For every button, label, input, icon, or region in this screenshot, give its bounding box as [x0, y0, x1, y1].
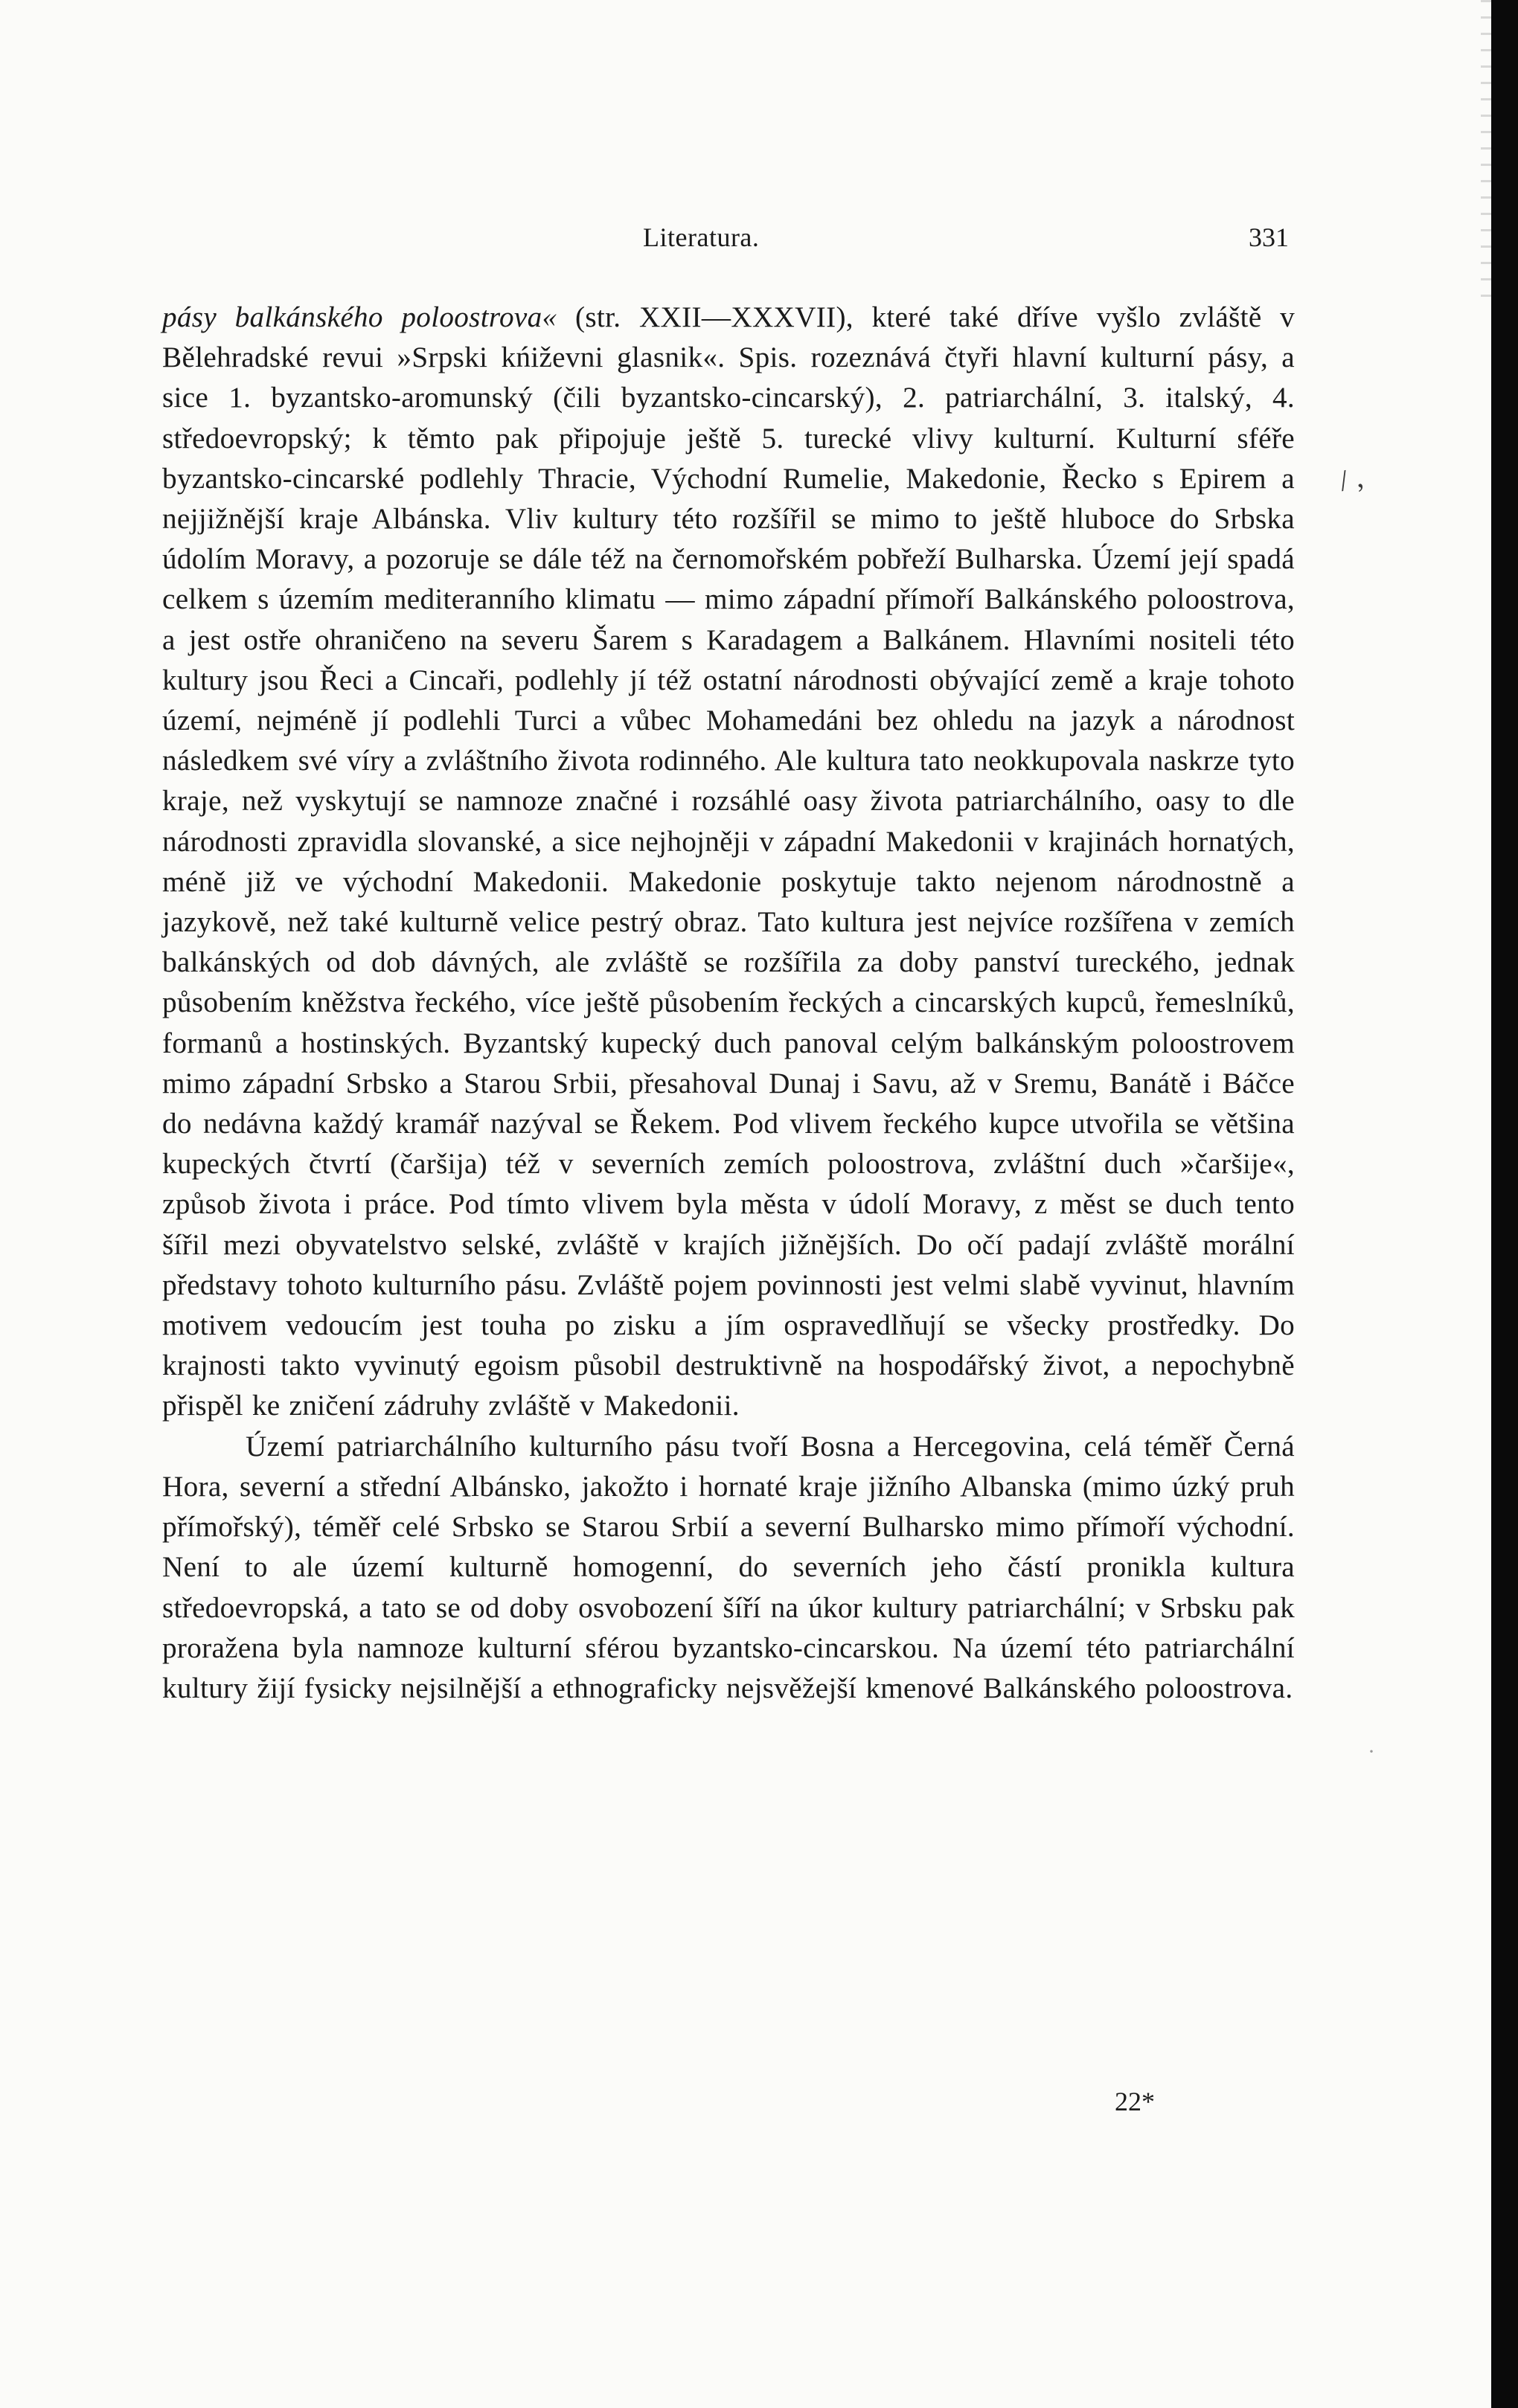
running-title: Literatura. [643, 222, 760, 252]
running-header [171, 222, 1289, 259]
margin-faint-mark: · [1368, 1739, 1375, 1764]
page-edge-shadow [1481, 0, 1491, 298]
signature-mark: 22* [1115, 2087, 1155, 2116]
cited-title: pásy balkánského poloostrova« [162, 301, 557, 333]
paragraph-1 [162, 298, 1295, 1427]
page-number: 331 [1249, 222, 1289, 252]
body-text [162, 298, 1295, 1709]
margin-pencil-mark: / , [1336, 460, 1366, 498]
paragraph-1-text: (str. XXII—XXXVII), které také dříve vyšlo zvláště v Bělehradské revui »Srpski kńiževni glasnik«. Spis. rozeznává čtyři hlavní kulturní pásy, a sice 1. byzantsko-aromunský (čili byzantsko-cincarský), 2. patriarchální, 3. italský, 4. středoevropský; k těmto pak připojuje ještě 5. turecké vlivy kulturní. Kulturní sféře byzantsko-cincarské podlehly Thracie, Východní Rumelie, Makedonie, Řecko s Epirem a nejjižnější kraje Albánska. Vliv kultury této rozšířil se mimo to ještě hluboce do Srbska údolím Moravy, a pozoruje se dále též na černomořském pobřeží Bulharska. Území její spadá celkem s územím mediteranního klimatu — mimo západní přímoří Balkánského poloostrova, a jest ostře ohraničeno na severu Šarem s Karadagem a Balkánem. Hlavními nositeli této kultury jsou Řeci a Cincaři, podlehly jí též ostatní národnosti obývající země a kraje tohoto území, nejméně jí podlehli Turci a vůbec Mohamedáni bez ohledu na jazyk a národnost následkem své víry a zvláštního života rodinného. Ale kultura tato neokkupovala naskrze tyto kraje, než vyskytují se namnoze značné i rozsáhlé oasy života patriarchálního, oasy to dle národnosti zpravidla slovanské, a sice nejhojněji v západní Makedonii v krajinách hornatých, méně již ve východní Makedonii. Makedonie poskytuje takto nejenom národnostně a jazykově, než také kulturně velice pestrý obraz. Tato kultura jest nejvíce rozšířena v zemích balkánských od dob dávných, ale zvláště se rozšířila za doby panství tureckého, jednak působením kněžstva řeckého, více ještě působením řeckých a cincarských kupců, řemeslníků, formanů a hostinských. Byzantský kupecký duch panoval celým balkánským poloostrovem mimo západní Srbsko a Starou Srbii, přesahoval Dunaj i Savu, až v Sremu, Banátě i Báčce do nedávna každý kramář nazýval se Řekem. Pod vlivem řeckého kupce utvořila se většina kupeckých čtvrtí (čaršija) též v severních zemích poloostrova, zvláštní duch »čaršije«, způsob života i práce. Pod tímto vlivem byla města v údolí Moravy, z měst se duch tento šířil mezi obyvatelstvo selské, zvláště v krajích jižnějších. Do očí padají zvláště morální představy tohoto kulturního pásu. Zvláště pojem povinnosti jest velmi slabě vyvinut, hlavním motivem vedoucím jest touha po zisku a jím ospravedlňují se všecky prostředky. Do krajnosti takto vyvinutý egoism působil destruktivně na hospodářský život, a nepochybně přispěl ke zničení zádruhy zvláště v Makedonii. [162, 301, 1296, 1422]
paragraph-2: Území patriarchálního kulturního pásu tvoří Bosna a Hercegovina, celá téměř Černá Hora, severní a střední Albánsko, jakožto i hornaté kraje jižního Albanska (mimo úzký pruh přímořský), téměř celé Srbsko se Starou Srbií a severní Bulharsko mimo přímoří východní. Není to ale území kulturně homogenní, do severních jeho částí pronikla kultura středoevropská, a tato se od doby osvobození šíří na úkor kultury patriarchální; v Srbsku pak proražena byla namnoze kulturní sférou byzantsko-cincarskou. Na území této patriarchální kultury žijí fysicky nejsilnější a ethnograficky nejsvěžejší kmenové Balkánského poloostrova. [162, 1430, 1295, 1704]
scan-border [1491, 0, 1518, 2408]
